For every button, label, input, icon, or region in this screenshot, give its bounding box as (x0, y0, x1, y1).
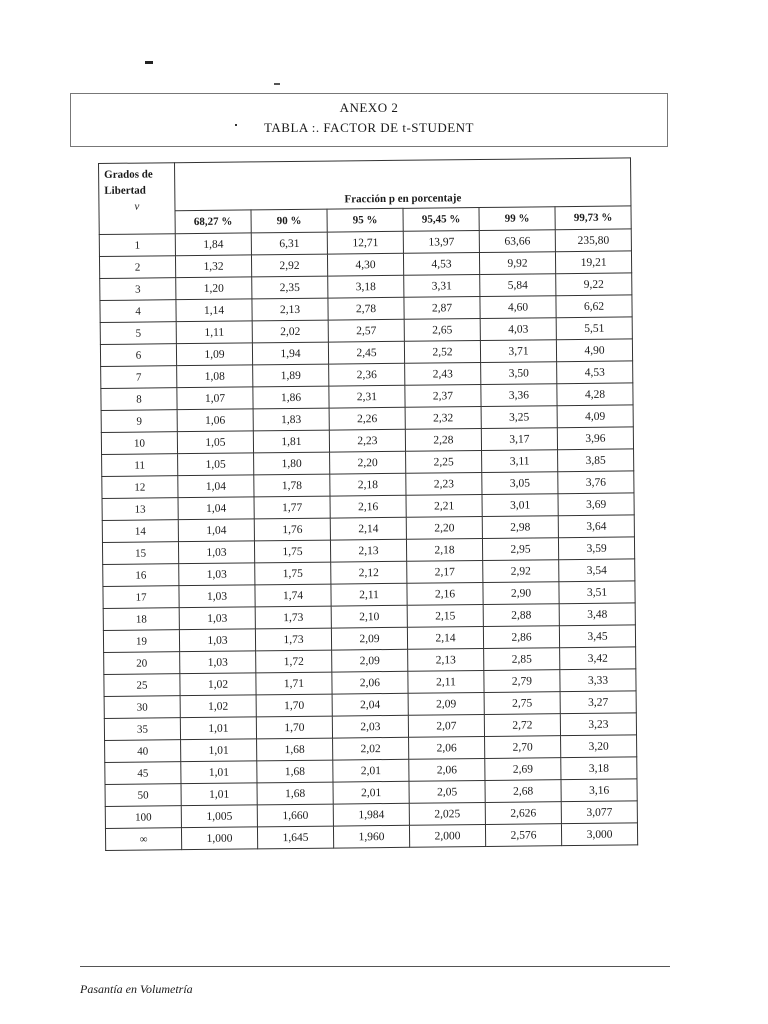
table-cell: 3,59 (558, 537, 634, 560)
table-cell: 2,10 (331, 605, 407, 628)
table-cell: 235,80 (555, 229, 631, 252)
table-cell: 1,03 (179, 585, 255, 608)
table-cell: 2,03 (332, 715, 408, 738)
table-cell: 2,90 (483, 582, 559, 605)
degrees-of-freedom-cell: 10 (101, 432, 177, 455)
table-cell: 2,02 (333, 737, 409, 760)
degrees-of-freedom-cell: 40 (105, 740, 181, 763)
footer-text: Pasantía en Volumetría (80, 982, 193, 996)
table-cell: 1,68 (257, 738, 333, 761)
table-cell: 3,000 (561, 823, 637, 846)
table-cell: 2,43 (405, 363, 481, 386)
table-cell: 1,71 (256, 672, 332, 695)
table-cell: 2,09 (408, 692, 484, 715)
header-row (99, 158, 632, 212)
table-cell: 1,02 (180, 673, 256, 696)
table-cell: 2,21 (406, 494, 482, 517)
table-cell: 13,97 (403, 231, 479, 254)
degrees-of-freedom-cell: 1 (99, 234, 175, 257)
table-cell: 2,72 (484, 714, 560, 737)
footer-divider (80, 966, 670, 967)
table-cell: 1,01 (180, 717, 256, 740)
table-cell: 1,01 (181, 739, 257, 762)
table-cell: 3,96 (557, 427, 633, 450)
table-body (99, 229, 637, 851)
table-cell: 2,12 (331, 561, 407, 584)
column-header: 99 % (479, 207, 555, 231)
table-cell: 1,73 (255, 606, 331, 629)
degrees-of-freedom-cell: 50 (105, 784, 181, 807)
table-cell: 2,23 (406, 472, 482, 495)
table-cell: 1,20 (176, 277, 252, 300)
table-cell: 1,04 (178, 497, 254, 520)
table-cell: 1,03 (180, 651, 256, 674)
table-cell: 2,36 (329, 363, 405, 386)
degrees-of-freedom-cell: 30 (104, 696, 180, 719)
table-cell: 3,11 (482, 450, 558, 473)
table-cell: 2,57 (328, 319, 404, 342)
table-cell: 1,68 (257, 782, 333, 805)
table-cell: 1,000 (181, 827, 257, 850)
table-cell: 3,42 (560, 647, 636, 670)
table-cell: 2,78 (328, 297, 404, 320)
table-cell: 1,01 (181, 783, 257, 806)
table-cell: 1,78 (254, 474, 330, 497)
column-header: 68,27 % (175, 210, 251, 234)
table-cell: 2,65 (404, 319, 480, 342)
table-cell: 4,60 (480, 296, 556, 319)
table-cell: 2,18 (330, 473, 406, 496)
table-cell: 1,74 (255, 584, 331, 607)
table-cell: 4,53 (403, 253, 479, 276)
table-cell: 3,54 (559, 559, 635, 582)
table-cell: 2,14 (407, 626, 483, 649)
table-cell: 1,07 (177, 387, 253, 410)
table-cell: 1,05 (177, 431, 253, 454)
table-cell: 1,89 (253, 364, 329, 387)
degrees-of-freedom-cell: 25 (104, 674, 180, 697)
table-cell: 1,08 (177, 365, 253, 388)
degrees-of-freedom-cell: 7 (101, 366, 177, 389)
table-cell: 2,98 (482, 516, 558, 539)
table-cell: 2,15 (407, 604, 483, 627)
degrees-of-freedom-cell: 2 (99, 256, 175, 279)
table-cell: 1,05 (178, 453, 254, 476)
degrees-of-freedom-cell: 11 (102, 454, 178, 477)
table-cell: 6,62 (556, 295, 632, 318)
table-cell: 2,37 (405, 385, 481, 408)
table-cell: 2,52 (404, 341, 480, 364)
table-cell: 3,25 (481, 406, 557, 429)
table-cell: 2,32 (405, 407, 481, 430)
degrees-of-freedom-cell: 8 (101, 388, 177, 411)
table-cell: 1,86 (253, 386, 329, 409)
table-cell: 2,20 (406, 516, 482, 539)
table-cell: 2,68 (485, 780, 561, 803)
table-cell: 4,30 (327, 253, 403, 276)
table-cell: 6,31 (251, 232, 327, 255)
table-cell: 9,22 (556, 273, 632, 296)
degrees-of-freedom-cell: 3 (100, 278, 176, 301)
table-cell: 2,09 (331, 627, 407, 650)
table-cell: 1,68 (257, 760, 333, 783)
degrees-of-freedom-cell: 35 (104, 718, 180, 741)
table-caption-box (70, 93, 668, 147)
table-cell: 2,26 (329, 407, 405, 430)
table-cell: 1,03 (179, 607, 255, 630)
table-cell: 3,17 (481, 428, 557, 451)
table-cell: 3,33 (560, 669, 636, 692)
degrees-of-freedom-cell: 15 (102, 542, 178, 565)
table-cell: 2,92 (251, 254, 327, 277)
table-cell: 1,06 (177, 409, 253, 432)
table-cell: 5,51 (556, 317, 632, 340)
table-cell: 1,94 (252, 342, 328, 365)
table-cell: 1,83 (253, 408, 329, 431)
table-cell: 63,66 (479, 230, 555, 253)
table-cell: 1,75 (255, 562, 331, 585)
table-cell: 9,92 (479, 252, 555, 275)
table-cell: 2,45 (328, 341, 404, 364)
annex-label: ANEXO 2 (339, 100, 399, 115)
table-cell: 3,36 (481, 384, 557, 407)
table-cell: 2,70 (485, 736, 561, 759)
table-cell: 3,31 (404, 275, 480, 298)
table-cell: 3,077 (561, 801, 637, 824)
table-cell: 2,626 (485, 802, 561, 825)
table-cell: 4,03 (480, 318, 556, 341)
table-cell: 3,05 (482, 472, 558, 495)
table-cell: 2,06 (409, 736, 485, 759)
table-cell: 2,18 (406, 538, 482, 561)
table-cell: 2,09 (332, 649, 408, 672)
table-cell: 1,984 (333, 803, 409, 826)
table-cell: 1,70 (256, 716, 332, 739)
table-cell: 3,45 (559, 625, 635, 648)
table-cell: 3,69 (558, 493, 634, 516)
table-cell: 2,576 (485, 824, 561, 847)
table-cell: 2,85 (484, 648, 560, 671)
degrees-of-freedom-cell: 18 (103, 608, 179, 631)
table-cell: 1,73 (255, 628, 331, 651)
degrees-of-freedom-cell: 19 (103, 630, 179, 653)
table-cell: 2,13 (408, 648, 484, 671)
table-cell: 1,660 (257, 804, 333, 827)
table-cell: 2,25 (406, 450, 482, 473)
table-cell: 2,13 (330, 539, 406, 562)
row-header-line2: Libertad (104, 184, 146, 197)
table-cell: 3,27 (560, 691, 636, 714)
table-cell: 2,31 (329, 385, 405, 408)
t-student-table (98, 157, 638, 851)
table-cell: 4,09 (557, 405, 633, 428)
table-cell: 3,18 (328, 275, 404, 298)
table-cell: 4,90 (556, 339, 632, 362)
table-cell: 2,06 (409, 758, 485, 781)
table-cell: 1,04 (178, 519, 254, 542)
table-cell: 2,14 (330, 517, 406, 540)
table-cell: 1,72 (256, 650, 332, 673)
degrees-of-freedom-cell: 16 (103, 564, 179, 587)
table-cell: 1,01 (181, 761, 257, 784)
degrees-of-freedom-cell: 9 (101, 410, 177, 433)
table-cell: 2,02 (252, 320, 328, 343)
table-cell: 3,18 (561, 757, 637, 780)
table-title: TABLA :. FACTOR DE t-STUDENT (263, 120, 474, 135)
table-cell: 1,14 (176, 299, 252, 322)
table-cell: 4,28 (557, 383, 633, 406)
table-cell: 2,87 (404, 297, 480, 320)
table-cell: 3,16 (561, 779, 637, 802)
table-cell: 19,21 (555, 251, 631, 274)
t-student-table-container (98, 157, 637, 851)
table-cell: 3,23 (560, 713, 636, 736)
table-cell: 2,79 (484, 670, 560, 693)
fraction-group-header: Fracción p en porcentaje (175, 158, 632, 211)
table-cell: 2,01 (333, 759, 409, 782)
scan-speck (274, 83, 280, 85)
table-cell: 2,01 (333, 781, 409, 804)
degrees-of-freedom-cell: 4 (100, 300, 176, 323)
table-cell: 2,88 (483, 604, 559, 627)
table-cell: 1,02 (180, 695, 256, 718)
table-cell: 2,86 (483, 626, 559, 649)
table-cell: 2,05 (409, 780, 485, 803)
table-cell: 2,28 (405, 429, 481, 452)
degrees-of-freedom-cell: ∞ (105, 828, 181, 851)
table-cell: 2,025 (409, 802, 485, 825)
table-cell: 2,75 (484, 692, 560, 715)
table-cell: 2,04 (332, 693, 408, 716)
table-cell: 2,23 (329, 429, 405, 452)
table-cell: 3,50 (481, 362, 557, 385)
degrees-of-freedom-cell: 13 (102, 498, 178, 521)
table-cell: 2,06 (332, 671, 408, 694)
table-cell: 2,13 (252, 298, 328, 321)
table-cell: 3,48 (559, 603, 635, 626)
table-cell: 2,16 (330, 495, 406, 518)
table-cell: 1,03 (179, 563, 255, 586)
degrees-of-freedom-cell: 12 (102, 476, 178, 499)
table-cell: 2,17 (407, 560, 483, 583)
table-cell: 1,09 (176, 343, 252, 366)
table-cell: 1,70 (256, 694, 332, 717)
table-cell: 12,71 (327, 231, 403, 254)
degrees-of-freedom-header (99, 163, 176, 235)
degrees-of-freedom-cell: 5 (100, 322, 176, 345)
table-row (105, 823, 637, 851)
table-cell: 1,03 (179, 629, 255, 652)
table-cell: 4,53 (557, 361, 633, 384)
table-cell: 2,07 (408, 714, 484, 737)
degrees-of-freedom-cell: 17 (103, 586, 179, 609)
degrees-of-freedom-cell: 20 (104, 652, 180, 675)
degrees-of-freedom-cell: 100 (105, 806, 181, 829)
table-cell: 1,75 (254, 540, 330, 563)
table-cell: 3,71 (480, 340, 556, 363)
table-cell: 2,35 (252, 276, 328, 299)
column-header: 90 % (251, 209, 327, 233)
column-header: 95 % (327, 208, 403, 232)
table-cell: 3,51 (559, 581, 635, 604)
table-cell: 2,000 (409, 824, 485, 847)
table-cell: 2,11 (331, 583, 407, 606)
table-cell: 1,77 (254, 496, 330, 519)
table-cell: 2,16 (407, 582, 483, 605)
row-header-line1: Grados de (104, 168, 153, 181)
table-cell: 1,84 (175, 233, 251, 256)
column-header: 99,73 % (555, 206, 631, 230)
table-cell: 3,64 (558, 515, 634, 538)
scan-speck (145, 61, 153, 64)
column-header: 95,45 % (403, 208, 479, 232)
degrees-of-freedom-cell: 6 (100, 344, 176, 367)
table-cell: 3,20 (561, 735, 637, 758)
table-cell: 3,01 (482, 494, 558, 517)
table-cell: 1,03 (178, 541, 254, 564)
table-cell: 2,11 (408, 670, 484, 693)
table-cell: 5,84 (480, 274, 556, 297)
degrees-of-freedom-cell: 45 (105, 762, 181, 785)
row-header-symbol: v (134, 200, 140, 213)
table-cell: 1,81 (253, 430, 329, 453)
table-cell: 1,80 (254, 452, 330, 475)
table-cell: 2,20 (330, 451, 406, 474)
degrees-of-freedom-cell: 14 (102, 520, 178, 543)
table-cell: 1,04 (178, 475, 254, 498)
table-cell: 2,95 (482, 538, 558, 561)
table-cell: 1,645 (257, 826, 333, 849)
table-cell: 1,32 (175, 255, 251, 278)
table-cell: 3,76 (558, 471, 634, 494)
table-cell: 1,005 (181, 805, 257, 828)
table-cell: 1,960 (333, 825, 409, 848)
table-cell: 1,11 (176, 321, 252, 344)
table-cell: 2,92 (483, 560, 559, 583)
table-cell: 1,76 (254, 518, 330, 541)
table-cell: 2,69 (485, 758, 561, 781)
table-cell: 3,85 (558, 449, 634, 472)
